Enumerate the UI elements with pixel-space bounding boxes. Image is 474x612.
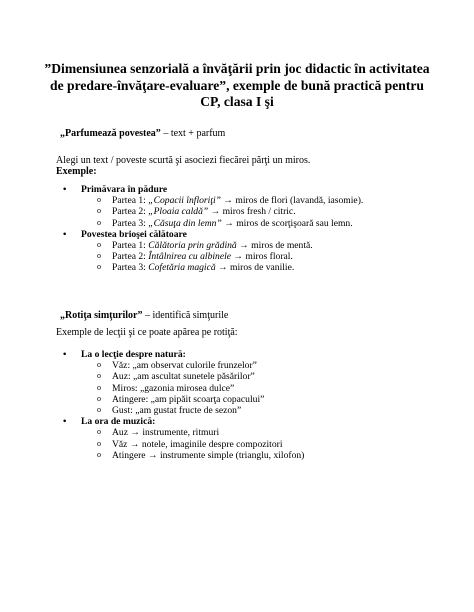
section1-list: [57, 184, 437, 274]
section2-intro: Exemple de lecţii şi ce poate apărea pe rotiţă:: [56, 327, 238, 338]
section2-list: [57, 349, 437, 461]
title-line-1: ”Dimensiunea senzorială a învăţării prin joc didactic în activitatea: [44, 61, 430, 76]
list-subitem: o Atingere → instrumente simple (trianglu, xilofon): [57, 450, 437, 461]
list-subitem: o Gust: „am gustat fructe de sezon”: [57, 405, 437, 416]
section1-heading-title: „Parfumează povestea”: [60, 128, 161, 139]
list-item: • La o lecţie despre natură:: [57, 349, 437, 360]
list-subitem: o Partea 2: Întâlnirea cu albinele → miros floral.: [57, 251, 437, 262]
list-subitem: o Văz → notele, imaginile despre compozitori: [57, 439, 437, 450]
list-subitem: o Partea 3: Cofetăria magică → miros de vanilie.: [57, 262, 437, 273]
list-subitem: o Partea 3: „Căsuţa din lemn” → miros de scorţişoară sau lemn.: [57, 218, 437, 229]
list-item: • Povestea brioşei călătoare: [57, 229, 437, 240]
section1-heading-subtitle: – text + parfum: [160, 128, 226, 139]
section2-heading-subtitle: – identifică simţurile: [142, 310, 229, 321]
list-subitem: o Atingere: „am pipăit scoarţa copacului”: [57, 394, 437, 405]
section2-heading: [60, 310, 228, 321]
section1-heading: [60, 128, 225, 139]
section1-examples-label: Exemple:: [56, 166, 97, 177]
list-subitem: o Văz: „am observat culorile frunzelor”: [57, 360, 437, 371]
list-item: • La ora de muzică:: [57, 416, 437, 427]
title-line-2: de predare-învăţare-evaluare”, exemple de bună practică pentru: [50, 77, 424, 93]
list-subitem: o Miros: „gazonia mirosea dulce”: [57, 383, 437, 394]
title-line-3: CP, clasa I şi: [200, 94, 274, 109]
section1-intro: Alegi un text / poveste scurtă şi asociezi fiecărei părţi un miros.: [56, 155, 311, 166]
list-subitem: o Partea 1: Călătoria prin grădină → miros de mentă.: [57, 240, 437, 251]
list-subitem: o Partea 2: „Ploaia caldă” → miros fresh / citric.: [57, 206, 437, 217]
list-item: • Primăvara în pădure: [57, 184, 437, 195]
list-subitem: o Auz: „am ascultat sunetele păsărilor”: [57, 371, 437, 382]
list-subitem: o Auz → instrumente, ritmuri: [57, 427, 437, 438]
section2-heading-title: „Rotiţa simţurilor”: [60, 310, 143, 321]
list-subitem: o Partea 1: „Copacii înfloriţi” → miros de flori (lavandă, iasomie).: [57, 195, 437, 206]
document-title: [40, 61, 434, 111]
